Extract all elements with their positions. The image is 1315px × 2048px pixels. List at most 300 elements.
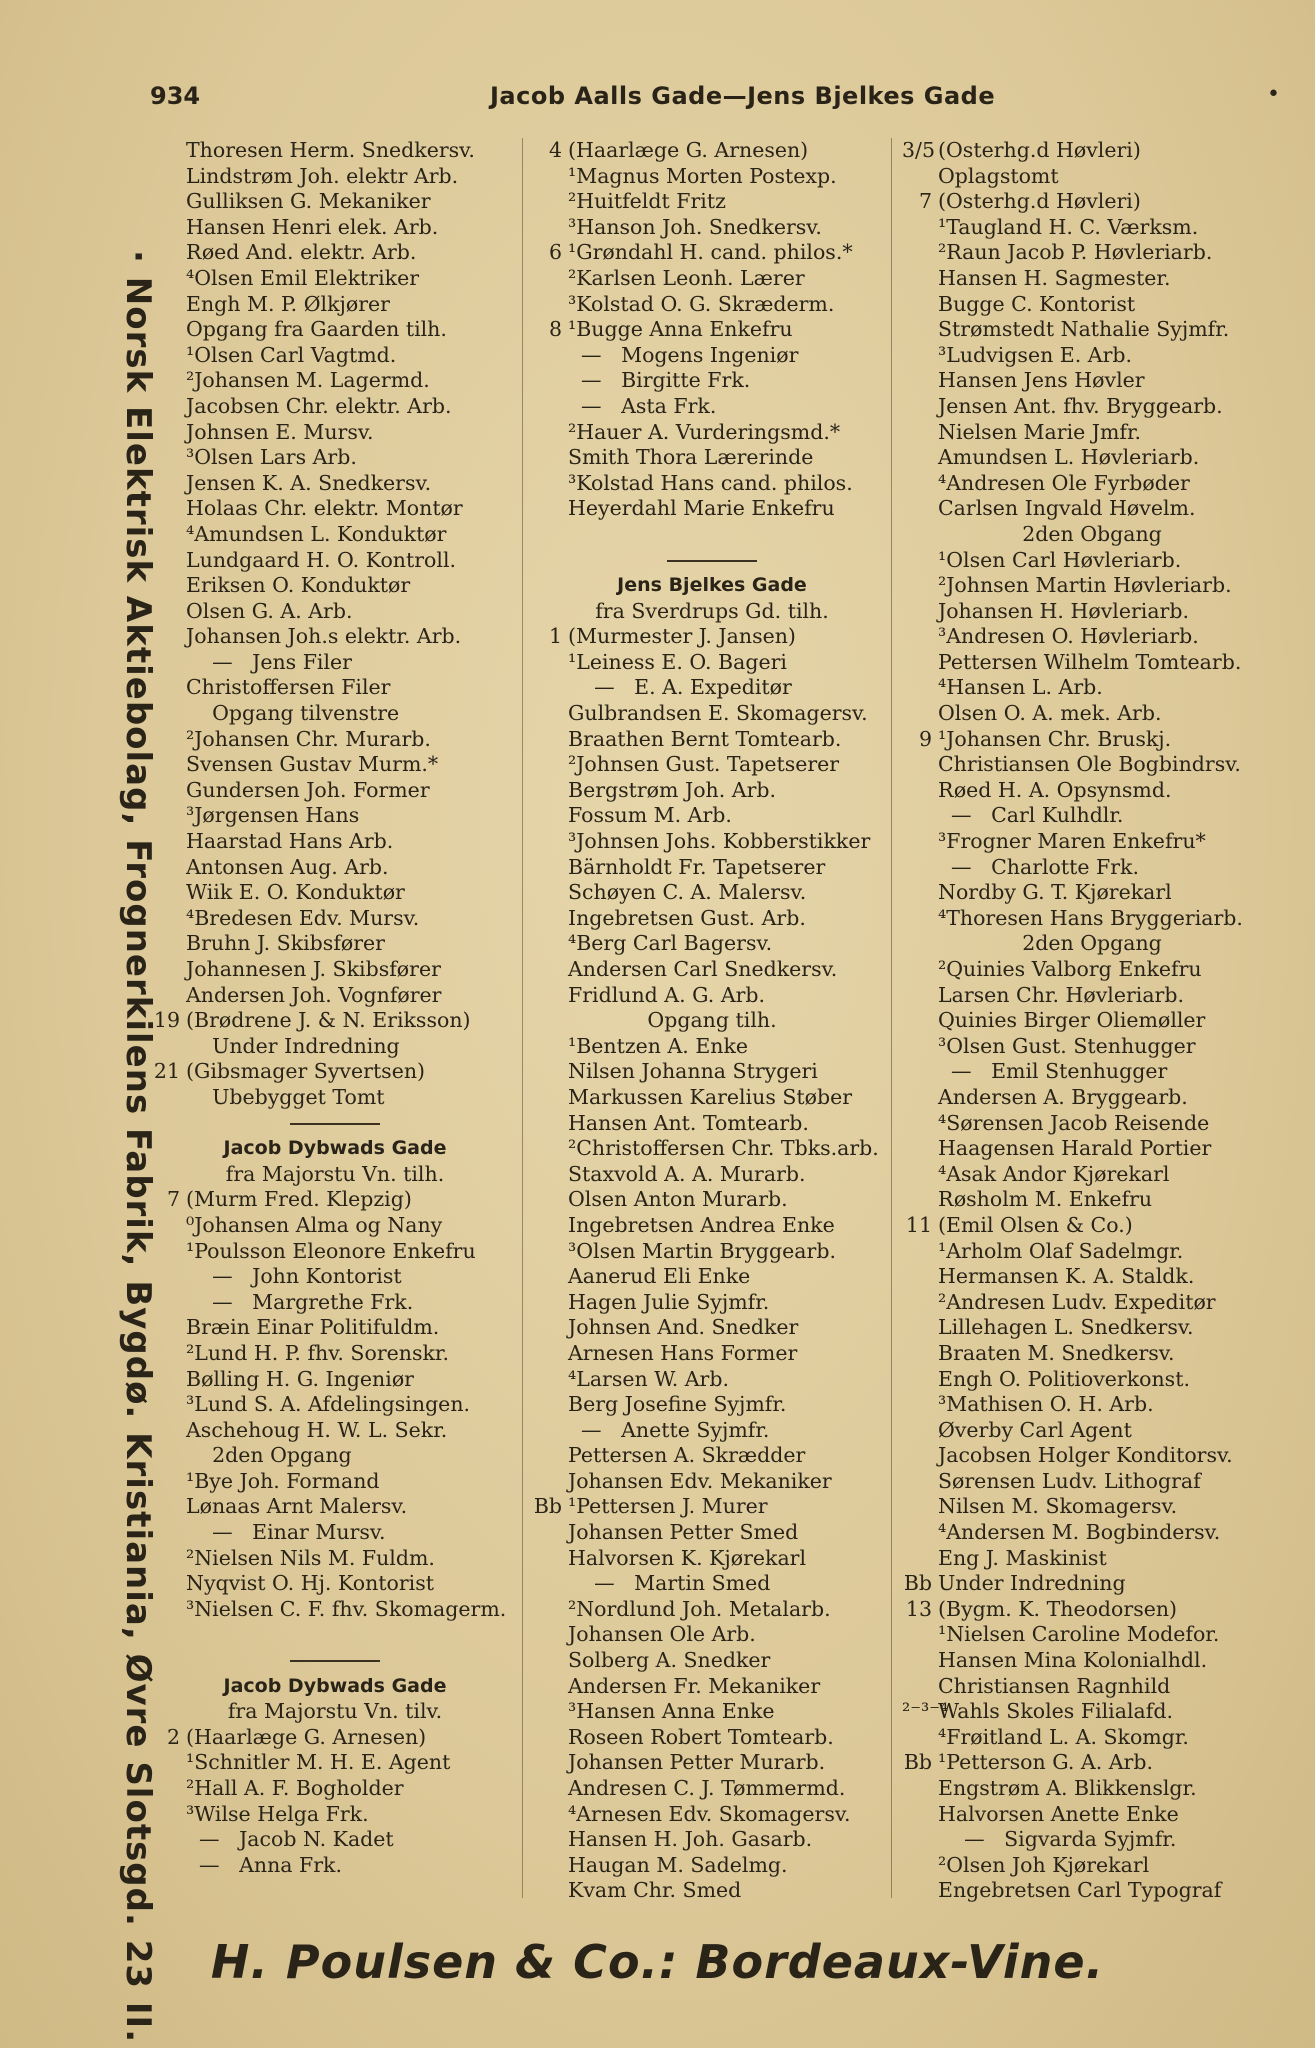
directory-entry <box>902 1418 1282 1444</box>
entry-text: Bræin Einar Politifuldm. <box>186 1315 440 1340</box>
entry-text: Braathen Bernt Tomtearb. <box>568 726 842 751</box>
separator-rule <box>290 1660 380 1662</box>
entry-text: ²Raun Jacob P. Høvleriarb. <box>938 240 1213 265</box>
directory-entry <box>532 624 892 650</box>
entry-text: ¹Petterson G. A. Arb. <box>938 1750 1153 1775</box>
directory-entry <box>902 548 1282 574</box>
directory-entry <box>532 1392 892 1418</box>
directory-entry <box>902 1725 1282 1751</box>
entry-text: ⁴Bredesen Edv. Mursv. <box>186 905 420 930</box>
entry-text: Øverby Carl Agent <box>938 1417 1132 1442</box>
entry-text: — Einar Mursv. <box>186 1520 386 1545</box>
entry-text: ¹Johansen Chr. Bruskj. <box>938 726 1172 751</box>
entry-text: ³Olsen Lars Arb. <box>186 445 357 470</box>
directory-entry <box>532 650 892 676</box>
entry-text: ²Nordlund Joh. Metalarb. <box>568 1596 831 1621</box>
directory-entry <box>902 880 1282 906</box>
entry-text: ³Kolstad Hans cand. philos. <box>568 470 853 495</box>
directory-entry <box>150 957 520 983</box>
entry-text: — Carl Kulhdlr. <box>938 803 1124 828</box>
directory-entry <box>150 394 520 420</box>
entry-text: ¹Nielsen Caroline Modefor. <box>938 1622 1220 1647</box>
directory-entry <box>150 752 520 778</box>
entry-text: ⁴Andersen M. Bogbindersv. <box>938 1520 1221 1545</box>
entry-text: Gulbrandsen E. Skomagersv. <box>568 701 868 726</box>
directory-entry <box>532 1802 892 1828</box>
directory-entry <box>150 420 520 446</box>
entry-text: ²Hauer A. Vurderingsmd.* <box>568 419 841 444</box>
entry-text: Solberg A. Snedker <box>568 1648 771 1673</box>
entry-text: Wahls Skoles Filialafd. <box>938 1699 1173 1724</box>
directory-entry <box>150 1469 520 1495</box>
entry-text: ²Huitfeldt Fritz <box>568 189 726 214</box>
entry-text: Johannesen J. Skibsfører <box>186 957 441 981</box>
entry-text: Bugge C. Kontorist <box>938 291 1136 316</box>
street-name: Jacob Dybwads Gade <box>223 1674 447 1697</box>
directory-entry <box>150 368 520 394</box>
entry-text: Eriksen O. Konduktør <box>186 573 411 598</box>
entry-text: ⁴Larsen W. Arb. <box>568 1366 729 1391</box>
directory-entry <box>150 1750 520 1776</box>
directory-entry <box>902 906 1282 932</box>
entry-text: 2den Opgang <box>186 1443 352 1468</box>
directory-entry <box>150 1059 520 1085</box>
directory-entry <box>150 1008 520 1034</box>
directory-entry <box>150 1520 520 1546</box>
directory-entry <box>532 931 892 957</box>
directory-entry <box>902 573 1282 599</box>
entry-text: ³Johnsen Johs. Kobberstikker <box>568 829 871 854</box>
directory-entry <box>532 803 892 829</box>
entry-text: (Brødrene J. & N. Eriksson) <box>186 1008 471 1033</box>
directory-entry <box>532 1443 892 1469</box>
directory-entry <box>532 1853 892 1879</box>
directory-entry <box>532 829 892 855</box>
house-number: 3/5 <box>902 138 935 162</box>
entry-text: Ingebretsen Andrea Enke <box>568 1212 835 1237</box>
sidebar-ad-text: · Norsk Elektrisk Aktiebolag, Frognerkilens Fabrik, Bygdø. Kristiania, Øvre Slotsgd. 23 II. <box>118 250 158 2044</box>
directory-entry <box>532 164 892 190</box>
entry-text: ²Johnsen Gust. Tapetserer <box>568 752 840 777</box>
directory-entry <box>902 1776 1282 1802</box>
entry-text: Hansen Ant. Tomtearb. <box>568 1110 809 1135</box>
directory-entry <box>902 445 1282 471</box>
entry-text: ⁴Sørensen Jacob Reisende <box>938 1110 1210 1135</box>
directory-entry <box>902 394 1282 420</box>
entry-text: Johansen Edv. Mekaniker <box>568 1468 832 1493</box>
directory-entry <box>532 599 892 625</box>
directory-entry <box>902 1648 1282 1674</box>
entry-text: — E. A. Expeditør <box>568 675 792 700</box>
directory-entry <box>532 1341 892 1367</box>
directory-entry <box>532 368 892 394</box>
entry-text: Aanerud Eli Enke <box>568 1264 751 1289</box>
directory-entry <box>532 1827 892 1853</box>
entry-text: Carlsen Ingvald Høvelm. <box>938 496 1196 521</box>
directory-entry <box>150 317 520 343</box>
directory-entry <box>532 1878 892 1904</box>
directory-entry <box>532 138 892 164</box>
entry-text: Olsen O. A. mek. Arb. <box>938 701 1162 726</box>
directory-entry <box>902 752 1282 778</box>
entry-text: Fridlund A. G. Arb. <box>568 982 766 1007</box>
directory-entry <box>532 394 892 420</box>
directory-entry <box>150 138 520 164</box>
separator-rule <box>290 1123 380 1125</box>
entry-text: Nyqvist O. Hj. Kontorist <box>186 1571 434 1596</box>
entry-text: ¹Leiness E. O. Bageri <box>568 649 787 674</box>
directory-entry <box>150 931 520 957</box>
entry-text: Amundsen L. Høvleriarb. <box>938 445 1200 470</box>
directory-entry <box>902 317 1282 343</box>
directory-entry <box>532 1213 892 1239</box>
directory-entry <box>902 1239 1282 1265</box>
entry-text: ¹Bugge Anna Enkefru <box>568 317 793 342</box>
entry-text: ³Lund S. A. Afdelingsingen. <box>186 1392 471 1417</box>
directory-entry <box>150 1827 520 1853</box>
directory-entry <box>902 983 1282 1009</box>
directory-entry <box>150 1725 520 1751</box>
directory-entry <box>902 215 1282 241</box>
entry-text: Nielsen Marie Jmfr. <box>938 419 1142 444</box>
directory-entry <box>150 727 520 753</box>
entry-text: Wiik E. O. Konduktør <box>186 880 405 905</box>
footer-advertisement: H. Poulsen & Co.: Bordeaux-Vine. <box>210 1935 1105 1989</box>
directory-entry <box>532 266 892 292</box>
directory-entry <box>150 1571 520 1597</box>
directory-entry <box>150 1085 520 1111</box>
directory-entry <box>902 1571 1282 1597</box>
entry-text: ⁴Frøitland L. A. Skomgr. <box>938 1724 1189 1749</box>
directory-entry <box>532 1469 892 1495</box>
entry-text: Andersen Carl Snedkersv. <box>568 957 838 981</box>
entry-text: Opgang fra Gaarden tilh. <box>186 317 447 342</box>
entry-text: Kvam Chr. Smed <box>568 1878 742 1903</box>
entry-text: ³Mathisen O. H. Arb. <box>938 1392 1154 1417</box>
entry-text: Christiansen Ragnhild <box>938 1673 1171 1698</box>
entry-text: ¹Pettersen J. Murer <box>568 1494 768 1519</box>
entry-text: (Bygm. K. Theodorsen) <box>938 1596 1178 1621</box>
directory-entry <box>150 548 520 574</box>
directory-entry <box>532 778 892 804</box>
section-separator <box>150 1648 520 1674</box>
entry-text: Jensen K. A. Snedkersv. <box>186 470 432 495</box>
directory-entry <box>532 1315 892 1341</box>
directory-entry <box>150 803 520 829</box>
directory-entry <box>902 1315 1282 1341</box>
entry-text: Antonsen Aug. Arb. <box>186 854 389 879</box>
directory-entry <box>902 855 1282 881</box>
house-number: Bb <box>903 1571 932 1596</box>
directory-entry <box>150 1443 520 1469</box>
entry-text: Bruhn J. Skibsfører <box>186 931 385 956</box>
entry-text: Johansen Joh.s elektr. Arb. <box>186 624 462 649</box>
directory-entry <box>150 1264 520 1290</box>
entry-text: ³Olsen Martin Bryggearb. <box>568 1238 836 1263</box>
directory-entry <box>150 1392 520 1418</box>
directory-entry <box>532 1059 892 1085</box>
directory-entry <box>150 496 520 522</box>
entry-text: Olsen G. A. Arb. <box>186 598 353 623</box>
directory-entry <box>532 496 892 522</box>
directory-entry <box>532 1725 892 1751</box>
entry-text: ³Andresen O. Høvleriarb. <box>938 624 1199 649</box>
entry-text: ¹Olsen Carl Vagtmd. <box>186 342 397 367</box>
entry-text: Fossum M. Arb. <box>568 803 732 828</box>
entry-text: Eng J. Maskinist <box>938 1545 1107 1570</box>
directory-entry <box>902 1187 1282 1213</box>
entry-text: ³Nielsen C. F. fhv. Skomagerm. <box>186 1596 507 1621</box>
directory-entry <box>902 420 1282 446</box>
entry-text: (Haarlæge G. Arnesen) <box>186 1724 427 1749</box>
section-separator <box>150 1111 520 1137</box>
entry-text: — Margrethe Frk. <box>186 1289 414 1314</box>
house-number: Bb <box>903 1750 932 1775</box>
directory-entry <box>902 957 1282 983</box>
directory-entry <box>150 573 520 599</box>
directory-entry <box>150 215 520 241</box>
entry-text: (Osterhg.d Høvleri) <box>938 138 1141 162</box>
entry-text: ⁴Hansen L. Arb. <box>938 675 1103 700</box>
entry-text: — Asta Frk. <box>568 393 717 418</box>
directory-entry <box>532 1187 892 1213</box>
directory-entry <box>902 1392 1282 1418</box>
directory-entry <box>902 701 1282 727</box>
street-heading <box>150 1136 520 1162</box>
house-number: 4 <box>548 138 562 162</box>
directory-entry <box>902 1341 1282 1367</box>
directory-entry <box>150 240 520 266</box>
directory-entry <box>150 675 520 701</box>
entry-text: Bärnholdt Fr. Tapetserer <box>568 854 826 879</box>
directory-entry <box>532 1008 892 1034</box>
entry-text: ²Johansen Chr. Murarb. <box>186 726 431 751</box>
directory-entry <box>902 266 1282 292</box>
directory-entry <box>902 368 1282 394</box>
entry-text: Quinies Birger Oliemøller <box>938 1008 1206 1033</box>
entry-text: Hansen H. Sagmester. <box>938 265 1171 290</box>
directory-entry <box>902 1111 1282 1137</box>
entry-text: fra Majorstu Vn. tilh. <box>225 1161 445 1186</box>
entry-text: ²Christoffersen Chr. Tbks.arb. <box>568 1136 879 1161</box>
entry-text: — Martin Smed <box>568 1571 771 1596</box>
directory-entry <box>150 343 520 369</box>
entry-text: Hansen Jens Høvler <box>938 368 1145 393</box>
entry-text: (Emil Olsen & Co.) <box>938 1212 1133 1237</box>
house-number: 7 <box>166 1187 180 1212</box>
directory-entry <box>532 1622 892 1648</box>
directory-entry <box>150 189 520 215</box>
directory-entry <box>902 650 1282 676</box>
entry-text: — Birgitte Frk. <box>568 368 751 393</box>
entry-text: Bølling H. G. Ingeniør <box>186 1366 414 1391</box>
directory-entry <box>150 1597 520 1623</box>
entry-text: ¹Bentzen A. Enke <box>568 1033 749 1058</box>
entry-text: Jacobsen Holger Konditorsv. <box>938 1443 1233 1468</box>
directory-entry <box>532 189 892 215</box>
entry-text: Schøyen C. A. Malersv. <box>568 880 807 905</box>
directory-entry <box>532 1264 892 1290</box>
directory-entry <box>902 496 1282 522</box>
directory-entry <box>902 240 1282 266</box>
directory-entry <box>532 343 892 369</box>
entry-text: ⁴Thoresen Hans Bryggeriarb. <box>938 905 1243 930</box>
entry-text: — John Kontorist <box>186 1264 402 1289</box>
directory-entry <box>902 624 1282 650</box>
entry-text: Hansen Henri elek. Arb. <box>186 214 439 239</box>
house-number: 2 <box>166 1724 180 1749</box>
entry-text: — Sigvarda Syjmfr. <box>938 1827 1177 1852</box>
entry-text: ¹Bye Joh. Formand <box>186 1468 380 1493</box>
directory-entry <box>902 292 1282 318</box>
entry-text: Larsen Chr. Høvleriarb. <box>938 982 1184 1007</box>
directory-entry <box>902 343 1282 369</box>
directory-entry <box>150 1367 520 1393</box>
entry-text: — Mogens Ingeniør <box>568 342 799 367</box>
entry-text: ⁴Olsen Emil Elektriker <box>186 265 420 290</box>
directory-entry <box>532 215 892 241</box>
directory-entry <box>532 1648 892 1674</box>
directory-entry <box>902 1546 1282 1572</box>
directory-entry <box>902 1827 1282 1853</box>
entry-text: ¹Olsen Carl Høvleriarb. <box>938 547 1182 572</box>
directory-entry <box>902 1853 1282 1879</box>
entry-text: Braaten M. Snedkersv. <box>938 1340 1175 1365</box>
entry-text: Engstrøm A. Blikkenslgr. <box>938 1776 1197 1800</box>
entry-text: ¹Arholm Olaf Sadelmgr. <box>938 1238 1184 1263</box>
entry-text: ¹Magnus Morten Postexp. <box>568 163 837 188</box>
house-number: Bb <box>533 1494 562 1519</box>
directory-entry <box>902 1520 1282 1546</box>
entry-text: Olsen Anton Murarb. <box>568 1187 788 1212</box>
entry-text: Engebretsen Carl Typograf <box>938 1878 1222 1903</box>
entry-text: Sørensen Ludv. Lithograf <box>938 1468 1201 1493</box>
house-number: 13 <box>905 1596 932 1621</box>
entry-text: Christiansen Ole Bogbindrsv. <box>938 752 1241 777</box>
entry-text: (Osterhg.d Høvleri) <box>938 189 1141 214</box>
entry-text: ²Lund H. P. fhv. Sorenskr. <box>186 1340 449 1365</box>
directory-entry <box>532 445 892 471</box>
entry-text: Johansen Petter Smed <box>568 1520 799 1545</box>
entry-text: (Murm Fred. Klepzig) <box>186 1187 412 1212</box>
column-middle <box>532 138 892 1904</box>
entry-text: Christoffersen Filer <box>186 675 391 700</box>
entry-text: Strømstedt Nathalie Syjmfr. <box>938 317 1230 342</box>
directory-entry <box>532 1520 892 1546</box>
directory-entry <box>532 752 892 778</box>
entry-text: ²Karlsen Leonh. Lærer <box>568 265 805 290</box>
directory-entry <box>150 829 520 855</box>
directory-entry <box>532 906 892 932</box>
directory-entry <box>902 727 1282 753</box>
entry-text: ²Johnsen Martin Høvleriarb. <box>938 573 1232 598</box>
entry-text: Jacobsen Chr. elektr. Arb. <box>186 393 452 418</box>
entry-text: Lillehagen L. Snedkersv. <box>938 1315 1194 1340</box>
entry-text: fra Majorstu Vn. tilv. <box>227 1699 443 1724</box>
directory-entry <box>902 1213 1282 1239</box>
directory-entry <box>532 1699 892 1725</box>
entry-text: Andersen Fr. Mekaniker <box>568 1673 821 1698</box>
directory-entry <box>902 1802 1282 1828</box>
directory-entry <box>902 1008 1282 1034</box>
entry-text: Nilsen M. Skomagersv. <box>938 1494 1178 1519</box>
running-title: Jacob Aalls Gade—Jens Bjelkes Gade <box>490 82 996 110</box>
entry-text: Haagensen Harald Portier <box>938 1136 1212 1161</box>
directory-entry <box>532 1111 892 1137</box>
entry-text: ²Andresen Ludv. Expeditør <box>938 1289 1216 1314</box>
entry-text: Johansen Petter Murarb. <box>568 1750 826 1775</box>
entry-text: Lindstrøm Joh. elektr Arb. <box>186 163 459 188</box>
house-number: 6 <box>548 240 562 265</box>
entry-text: Thoresen Herm. Snedkersv. <box>186 138 475 162</box>
directory-entry <box>902 675 1282 701</box>
directory-entry <box>150 1699 520 1725</box>
house-number: 21 <box>153 1059 180 1084</box>
directory-entry <box>150 1290 520 1316</box>
entry-text: ³Jørgensen Hans <box>186 803 360 828</box>
directory-entry <box>150 1546 520 1572</box>
directory-entry <box>902 1750 1282 1776</box>
entry-text: ⁴Asak Andor Kjørekarl <box>938 1161 1170 1186</box>
directory-entry <box>532 1162 892 1188</box>
directory-entry <box>150 1341 520 1367</box>
house-number: 19 <box>153 1008 180 1033</box>
directory-entry <box>532 1546 892 1572</box>
directory-entry <box>150 880 520 906</box>
directory-entry <box>902 164 1282 190</box>
entry-text: Heyerdahl Marie Enkefru <box>568 496 835 521</box>
house-number: 8 <box>548 317 562 342</box>
entry-text: ¹Schnitler M. H. E. Agent <box>186 1750 451 1775</box>
entry-text: Smith Thora Lærerinde <box>568 445 814 470</box>
entry-text: Aschehoug H. W. L. Sekr. <box>186 1417 448 1442</box>
entry-text: ⁴Andresen Ole Fyrbøder <box>938 470 1190 495</box>
directory-entry <box>532 1085 892 1111</box>
directory-entry <box>902 471 1282 497</box>
entry-text: Johansen Ole Arb. <box>568 1622 756 1647</box>
directory-entry <box>150 522 520 548</box>
entry-text: Lundgaard H. O. Kontroll. <box>186 547 457 572</box>
entry-text: — Jens Filer <box>186 649 352 674</box>
directory-entry <box>150 1034 520 1060</box>
page-number: 934 <box>150 82 201 110</box>
entry-text: Haugan M. Sadelmg. <box>568 1852 788 1877</box>
column-left <box>150 138 520 1878</box>
entry-text: — Emil Stenhugger <box>938 1059 1168 1084</box>
directory-entry <box>532 957 892 983</box>
directory-entry <box>150 624 520 650</box>
directory-entry <box>150 1187 520 1213</box>
entry-text: Under Indredning <box>938 1571 1126 1596</box>
directory-entry <box>150 778 520 804</box>
directory-entry <box>150 855 520 881</box>
entry-text: ²Hall A. F. Bogholder <box>186 1776 404 1800</box>
entry-text: ²Quinies Valborg Enkefru <box>938 957 1202 981</box>
street-heading <box>532 573 892 599</box>
street-name: Jacob Dybwads Gade <box>223 1137 447 1160</box>
house-number: 11 <box>905 1212 932 1237</box>
entry-text: ³Kolstad O. G. Skræderm. <box>568 291 835 316</box>
entry-text: Johnsen And. Snedker <box>568 1315 799 1340</box>
directory-entry <box>902 778 1282 804</box>
directory-entry <box>902 1136 1282 1162</box>
directory-entry <box>902 1264 1282 1290</box>
entry-text: Oplagstomt <box>938 163 1059 188</box>
directory-entry <box>532 317 892 343</box>
entry-text: Svensen Gustav Murm.* <box>186 752 439 777</box>
directory-entry <box>150 1162 520 1188</box>
entry-text: ¹Grøndahl H. cand. philos.* <box>568 240 853 265</box>
